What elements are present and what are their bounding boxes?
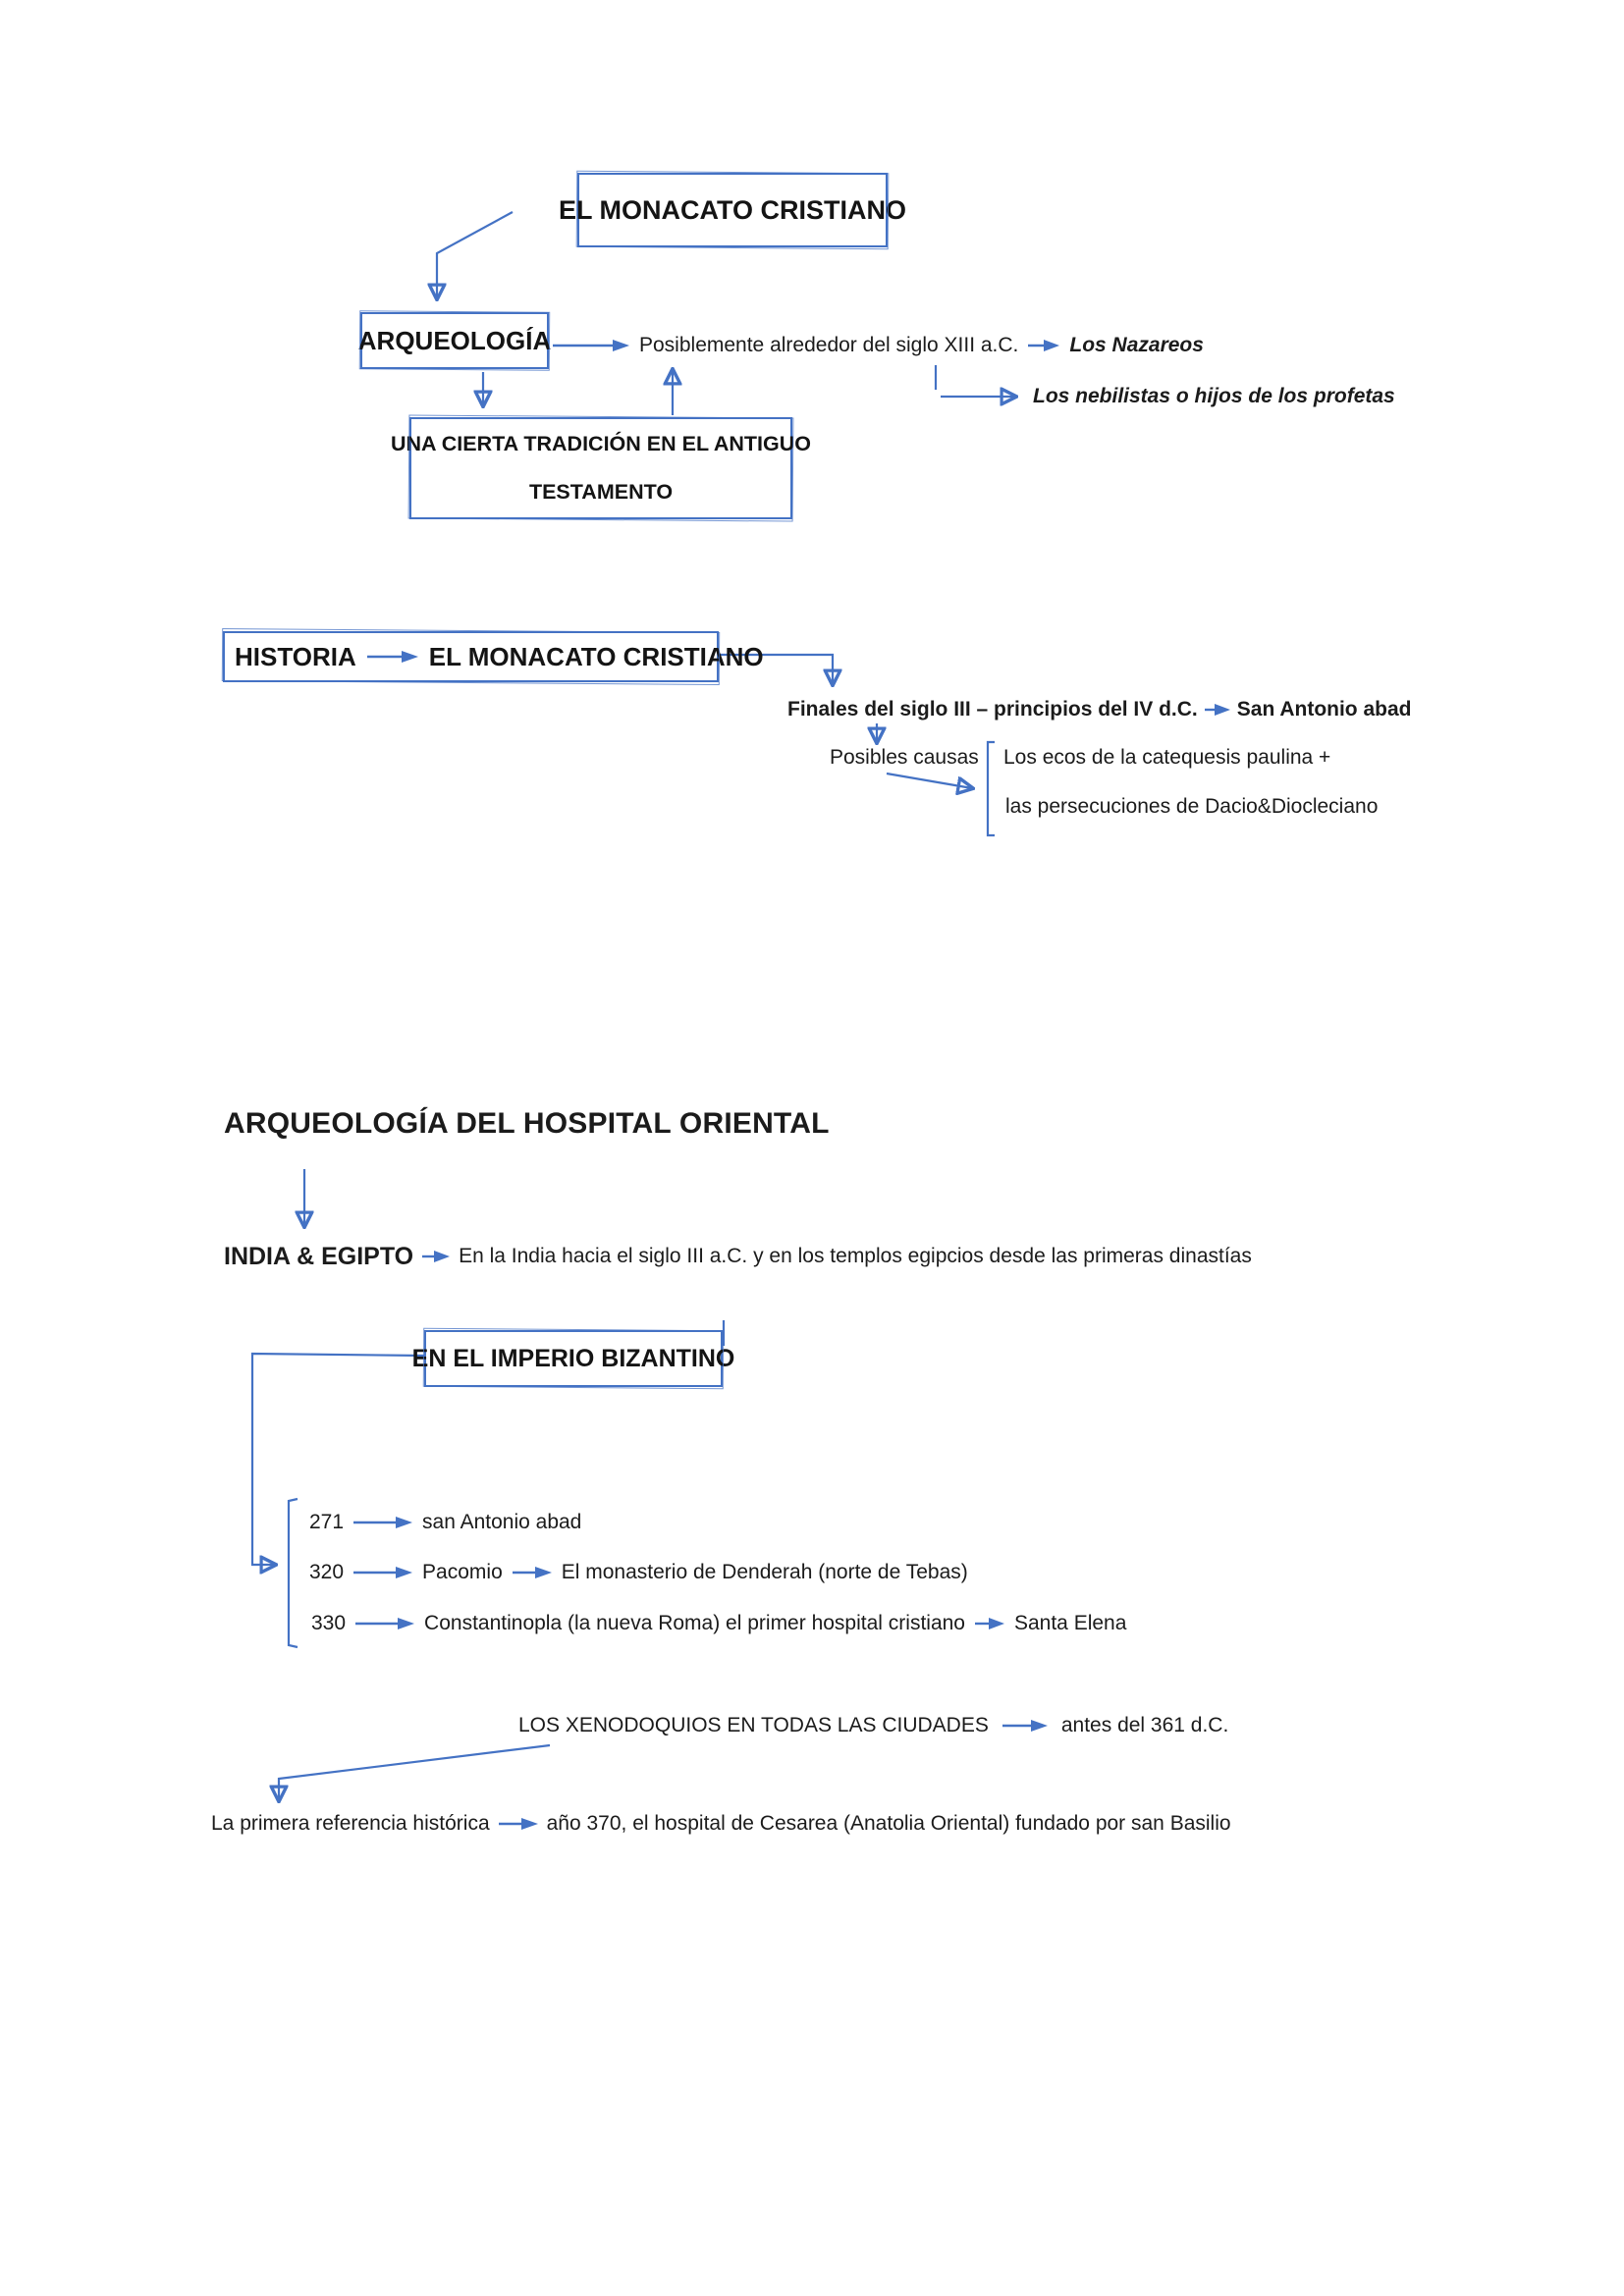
- nazareos-text: Los Nazareos: [1069, 334, 1204, 356]
- nebilistas-text: Los nebilistas o hijos de los profetas: [1033, 385, 1395, 407]
- bizantino-box: [411, 1330, 735, 1387]
- bizantino-text: EN EL IMPERIO BIZANTINO: [411, 1344, 735, 1372]
- timeline-detail: El monasterio de Denderah (norte de Tebas): [561, 1561, 968, 1583]
- tradicion-line1: UNA CIERTA TRADICIÓN EN EL ANTIGUO: [391, 432, 812, 455]
- timeline-row-320: [309, 1560, 968, 1585]
- timeline-detail: Santa Elena: [1013, 1612, 1127, 1634]
- right-arrow-icon: [352, 1566, 413, 1579]
- bracket-causas: [988, 742, 995, 835]
- right-arrow-icon: [1001, 1719, 1049, 1733]
- arqueologia-text: ARQUEOLOGÍA: [357, 325, 552, 355]
- india-egipto-row: [224, 1244, 1252, 1269]
- connector-title-to-arqueologia: [437, 212, 513, 298]
- timeline-year: 271: [309, 1511, 345, 1533]
- title-text: EL MONACATO CRISTIANO: [559, 194, 907, 225]
- right-arrow-icon: [498, 1817, 539, 1831]
- right-arrow-icon: [354, 1617, 415, 1630]
- right-arrow-icon: [1204, 703, 1231, 717]
- right-arrow-icon: [1027, 339, 1060, 352]
- referencia-row: [211, 1811, 1231, 1837]
- referencia-label: La primera referencia histórica: [211, 1812, 490, 1835]
- timeline-row-330: [311, 1611, 1126, 1636]
- xenodoquios-row: [518, 1713, 1228, 1738]
- referencia-text: año 370, el hospital de Cesarea (Anatolia Oriental) fundado por san Basilio: [546, 1812, 1231, 1835]
- tradicion-line2: TESTAMENTO: [528, 480, 674, 504]
- right-arrow-icon: [366, 650, 419, 664]
- hospital-heading: ARQUEOLOGÍA DEL HOSPITAL ORIENTAL: [224, 1107, 830, 1140]
- india-egipto-label: INDIA & EGIPTO: [224, 1243, 414, 1270]
- posiblemente-row: [552, 333, 1204, 358]
- arqueologia-box: [357, 312, 552, 369]
- timeline-event: Pacomio: [422, 1561, 503, 1583]
- timeline-year: 330: [311, 1612, 347, 1634]
- posiblemente-text: Posiblemente alrededor del siglo XIII a.C.: [639, 334, 1019, 356]
- connector-xenodoquios-diagonal: [279, 1745, 550, 1800]
- right-arrow-icon: [352, 1516, 413, 1529]
- timeline-row-271: [309, 1510, 581, 1535]
- historia-label: HISTORIA: [235, 641, 356, 671]
- bracket-timeline: [289, 1499, 298, 1647]
- historia-box-text: EL MONACATO CRISTIANO: [428, 641, 764, 671]
- right-arrow-icon: [974, 1617, 1005, 1630]
- right-arrow-icon: [552, 339, 630, 352]
- posibles-causas-text: Posibles causas: [830, 746, 979, 769]
- xenodoquios-fecha-text: antes del 361 d.C.: [1060, 1714, 1229, 1736]
- tradicion-box: [391, 417, 812, 519]
- india-egipto-text: En la India hacia el siglo III a.C. y en los templos egipcios desde las primeras dinastías: [459, 1245, 1252, 1267]
- title-box: [559, 173, 907, 247]
- timeline-event: san Antonio abad: [422, 1511, 582, 1533]
- finales-row: [787, 697, 1412, 722]
- right-arrow-icon: [512, 1566, 553, 1579]
- historia-box: [223, 631, 764, 682]
- right-arrow-icon: [421, 1250, 451, 1263]
- connector-posibles-diagonal: [887, 774, 972, 788]
- causa-2-text: las persecuciones de Dacio&Diocleciano: [1005, 795, 1379, 818]
- timeline-year: 320: [309, 1561, 345, 1583]
- causa-1-text: Los ecos de la catequesis paulina +: [1003, 746, 1331, 769]
- xenodoquios-text: LOS XENODOQUIOS EN TODAS LAS CIUDADES: [518, 1714, 989, 1736]
- san-antonio-text: San Antonio abad: [1236, 698, 1412, 721]
- timeline-event: Constantinopla (la nueva Roma) el primer hospital cristiano: [424, 1612, 965, 1634]
- finales-text: Finales del siglo III – principios del IV d.C.: [787, 698, 1198, 721]
